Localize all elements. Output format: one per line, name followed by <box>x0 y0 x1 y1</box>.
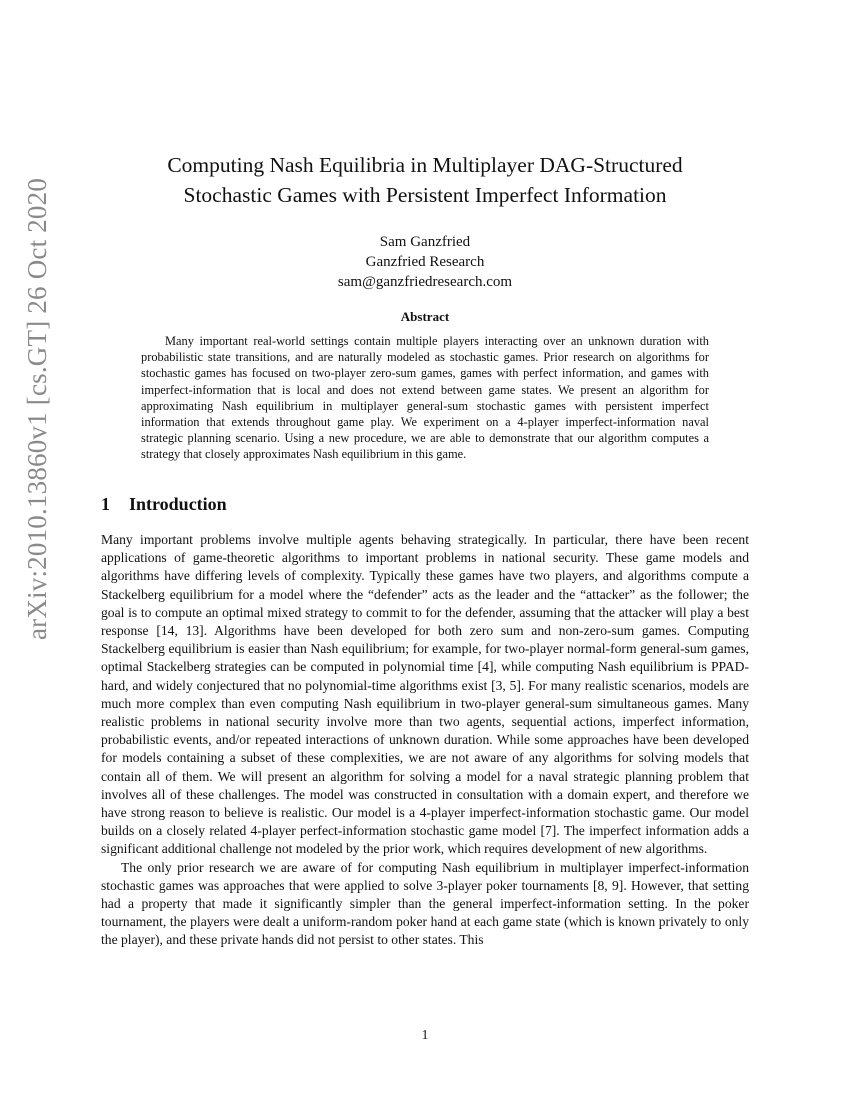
paper-title <box>101 150 749 210</box>
author-affiliation: Ganzfried Research <box>365 254 485 270</box>
abstract-text: Many important real-world settings contain multiple players interacting over an unknown duration with probabilistic state transitions, and are naturally modeled as stochastic games. Prior research on algorithms for stochastic games has focused on two-player zero-sum games, games with perfect information, and games with imperfect-information that is local and does not extend between game states. We present an algorithm for approximating Nash equilibrium in multiplayer general-sum stochastic games with persistent imperfect information that extends throughout game play. We experiment on a 4-player imperfect-information naval strategic planning scenario. Using a new procedure, we are able to demonstrate that our algorithm computes a strategy that closely approximates Nash equilibrium in this game. <box>141 334 709 462</box>
author-name: Sam Ganzfried <box>379 234 471 250</box>
paper-page <box>101 0 749 1100</box>
paragraph: The only prior research we are aware of for computing Nash equilibrium in multiplayer imperfect-information stochastic games was approaches that were applied to solve 3-player poker tournaments [8, 9]. However, that setting had a property that made it significantly simpler than the general imperfect-information setting. In the poker tournament, the players were dealt a uniform-random poker hand at each game state (which is known privately to only the player), and these private hands did not persist to other states. This <box>101 859 749 948</box>
arxiv-identifier: arXiv:2010.13860v1 [cs.GT] 26 Oct 2020 <box>22 177 52 640</box>
abstract-heading: Abstract <box>400 309 450 324</box>
title-line-1: Computing Nash Equilibria in Multiplayer DAG-Structured <box>167 153 683 177</box>
paragraph: Many important problems involve multiple agents behaving strategically. In particular, there have been recent applications of game-theoretic algorithms to important problems in national security. These game models and algorithms have differing levels of complexity. Typically these games have two players, and algorithms compute a Stackelberg equilibrium for a model where the “defender” acts as the leader and the “attacker” as the follower; the goal is to compute an optimal mixed strategy to commit to for the defender, assuming that the attacker will play a best response [14, 13]. Algorithms have been developed for both zero sum and non-zero-sum games. Computing Stackelberg equilibrium is easier than Nash equilibrium; for example, for two-player normal-form general-sum games, optimal Stackelberg strategies can be computed in polynomial time [4], while computing Nash equilibrium is PPAD-hard, and widely conjectured that no polynomial-time algorithms exist [3, 5]. For many realistic scenarios, models are much more complex than even computing Nash equilibrium in two-player general-sum simultaneous games. Many realistic problems in national security involve more than two agents, sequential actions, imperfect information, probabilistic events, and/or repeated interactions of unknown duration. While some approaches have been developed for models containing a subset of these complexities, we are not aware of any algorithms for solving models that contain all of them. We will present an algorithm for solving a model for a naval strategic planning problem that involves all of these challenges. The model was constructed in consultation with a domain expert, and therefore we have strong reason to believe is realistic. Our model is a 4-player imperfect-information stochastic game. Our model builds on a closely related 4-player perfect-information stochastic game model [7]. The imperfect information adds a significant additional challenge not modeled by the prior work, which requires development of new algorithms. <box>101 532 749 857</box>
section-body <box>101 531 749 950</box>
section-title: Introduction <box>129 494 227 514</box>
page-number: 1 <box>421 1027 429 1042</box>
title-line-2: Stochastic Games with Persistent Imperfect Information <box>183 183 667 207</box>
author-block <box>101 232 749 292</box>
section-number: 1 <box>101 494 110 514</box>
section-heading <box>101 494 227 515</box>
author-email: sam@ganzfriedresearch.com <box>337 274 513 290</box>
